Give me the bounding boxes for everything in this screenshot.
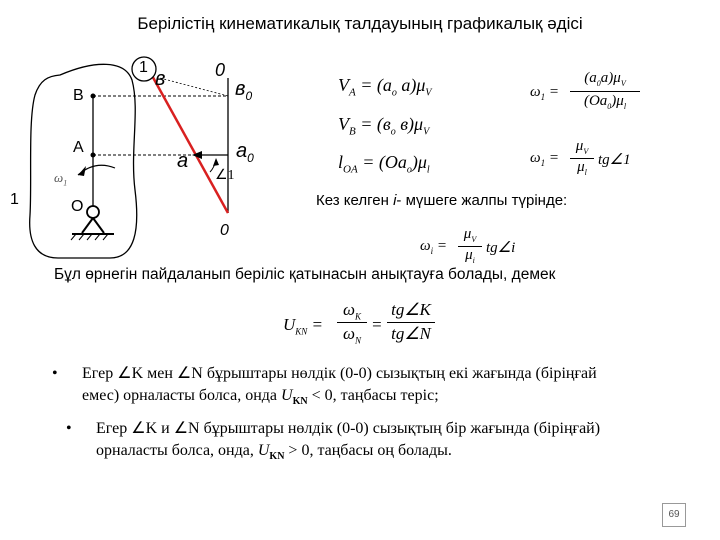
bullet-2-line-2: орналасты болса, онда, $U_{KN} > 0$, таңбасы оң болады. [96, 442, 452, 463]
bullet-1-line-2: емес) орналасты болса, онда $U_{KN} < 0$, таңбасы теріс; [82, 387, 439, 408]
plan-label-b: в [155, 68, 166, 90]
label-link-1-circled: 1 [139, 59, 148, 76]
label-B: B [73, 87, 84, 104]
page-number: 69 [662, 503, 686, 527]
joint-B [91, 94, 96, 99]
plan-label-a: а [177, 150, 189, 172]
bullet-2-glyph: • [66, 420, 72, 437]
bullet-1-glyph: • [52, 365, 58, 382]
plan-label-0-bottom: 0 [220, 222, 229, 239]
bullet-1-line-1: Егер ∠K мен ∠N бұрыштары нөлдік (0-0) сызықтың екі жағында (біріңғай [82, 365, 597, 382]
plan-label-a0: $а_0$ [236, 140, 254, 165]
plan-label-angle: ∠1 [215, 168, 235, 183]
conclusion-text: Бұл өрнегін пайдаланып беріліс қатынасын анықтауға болады, демек [54, 266, 556, 283]
joint-A [91, 153, 96, 158]
general-case-text: Кез келген i- мүшеге жалпы түрінде: [316, 192, 568, 209]
label-link-1: 1 [10, 191, 19, 208]
pivot-O [87, 206, 99, 218]
label-A: A [73, 139, 84, 156]
formula-VB: $V_B = (в_o$ $в)\mu_V$ [338, 114, 430, 138]
label-O: O [71, 198, 84, 215]
formula-lOA: $l_{OA} = (Oa_o)\mu_l$ [338, 152, 430, 176]
label-omega: $\omega_1$ [54, 170, 68, 188]
formula-VA: $V_A = (a_o$ $a)\mu_V$ [338, 75, 432, 99]
plan-label-0-top: 0 [215, 60, 226, 80]
plan-label-b0: $в_0$ [235, 78, 253, 103]
slide-title: Берілістің кинематикалық талдауының графикалық әдісі [137, 14, 583, 33]
bullet-2-line-1: Егер ∠K и ∠N бұрыштары нөлдік (0-0) сызықтың бір жағында (біріңғай) [96, 420, 601, 437]
